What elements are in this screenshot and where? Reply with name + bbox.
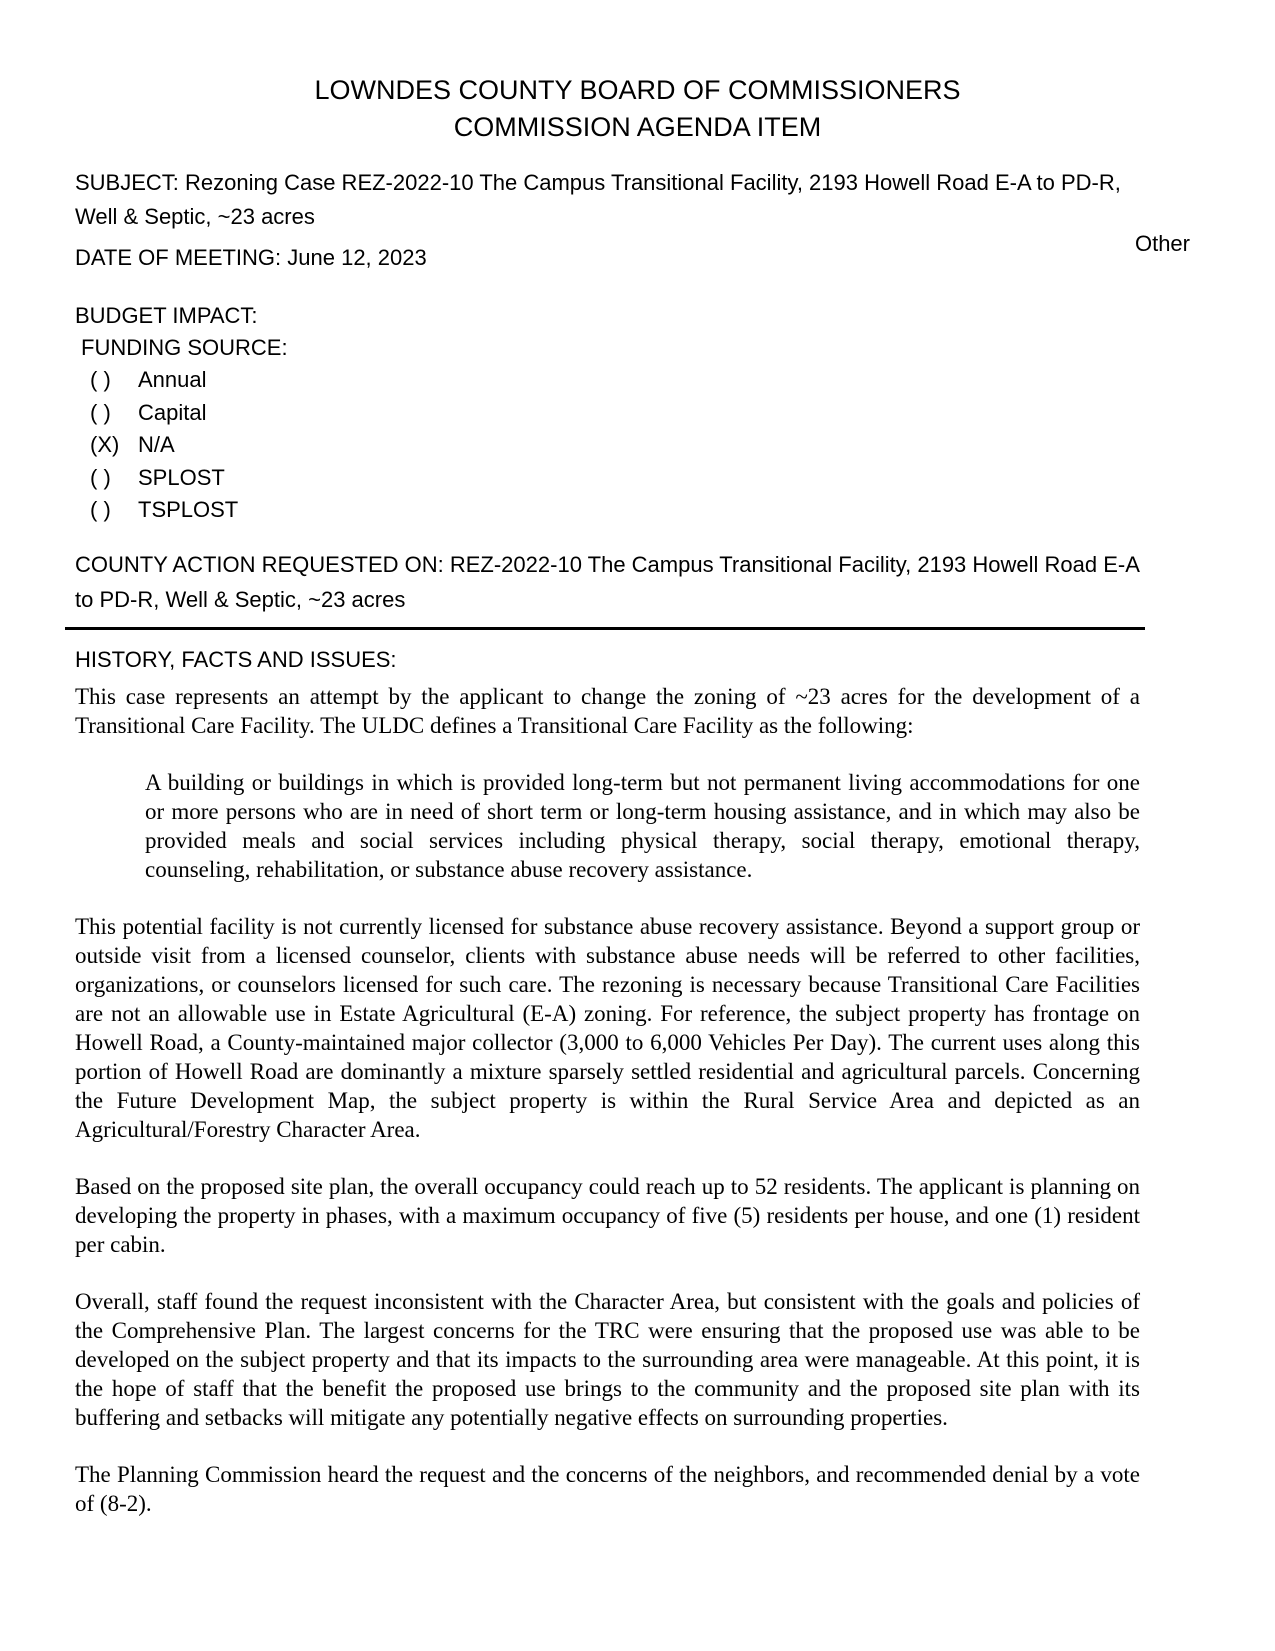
- checkbox-splost: ( ): [90, 464, 111, 490]
- funding-option-label: Capital: [138, 399, 207, 425]
- document-header: [75, 72, 1200, 146]
- history-facts-issues-heading: HISTORY, FACTS AND ISSUES:: [75, 646, 397, 672]
- history-body: [75, 682, 1140, 1518]
- history-paragraph: The Planning Commission heard the request and the concerns of the neighbors, and recommended denial by a vote of (8-2).: [75, 1461, 1140, 1516]
- funding-option-tsplost: [90, 494, 1275, 527]
- funding-option-label: TSPLOST: [138, 497, 239, 522]
- funding-option-annual: [90, 364, 1275, 397]
- checkbox-na-checked: (X): [90, 432, 120, 457]
- history-paragraph: Overall, staff found the request inconsistent with the Character Area, but consistent with the goals and policies of the Comprehensive Plan. The largest concerns for the TRC were ensuring that the proposed use was able to be developed on the subject property and that its impacts to the surrounding area were manageable. At this point, it is the hope of staff that the benefit the proposed use brings to the community and the proposed site plan with its buffering and setbacks will mitigate any potentially negative effects on surrounding properties.: [75, 1288, 1140, 1430]
- checkbox-tsplost: ( ): [90, 497, 111, 522]
- subject-line: SUBJECT: Rezoning Case REZ-2022-10 The Campus Transitional Facility, 2193 Howell Road E-A to PD-R, Well & Septic, ~23 acres: [75, 170, 1121, 229]
- history-paragraph: Based on the proposed site plan, the overall occupancy could reach up to 52 residents. The applicant is planning on developing the property in phases, with a maximum occupancy of five (5) residents per house, and one (1) resident per cabin.: [75, 1173, 1140, 1257]
- county-action-requested: COUNTY ACTION REQUESTED ON: REZ-2022-10 The Campus Transitional Facility, 2193 Howell Road E-A to PD-R, Well & Septic, ~23 acres: [75, 551, 1139, 612]
- history-paragraph: This potential facility is not currently licensed for substance abuse recovery assistance. Beyond a support group or outside visit from a licensed counselor, clients with substance abuse needs will be referred to other facilities, organizations, or counselors licensed for such care. The rezoning is necessary because Transitional Care Facilities are not an allowable use in Estate Agricultural (E-A) zoning. For reference, the subject property has frontage on Howell Road, a County-maintained major collector (3,000 to 6,000 Vehicles Per Day). The current uses along this portion of Howell Road are dominantly a mixture sparsely settled residential and agricultural parcels. Concerning the Future Development Map, the subject property is within the Rural Service Area and depicted as an Agricultural/Forestry Character Area.: [75, 913, 1140, 1142]
- funding-option-label: SPLOST: [138, 464, 225, 490]
- budget-impact-label: BUDGET IMPACT:: [75, 303, 258, 328]
- section-divider: [65, 627, 1145, 630]
- date-of-meeting: DATE OF MEETING: June 12, 2023: [75, 245, 427, 270]
- funding-option-na: [90, 429, 1275, 462]
- checkbox-capital: ( ): [90, 399, 111, 425]
- funding-source-label: FUNDING SOURCE:: [81, 335, 288, 360]
- checkbox-annual: ( ): [90, 367, 111, 392]
- funding-option-label: N/A: [138, 432, 175, 457]
- history-intro-paragraph: This case represents an attempt by the applicant to change the zoning of ~23 acres for the development of a Transitional Care Facility. The ULDC defines a Transitional Care Facility as the following:: [75, 683, 1140, 738]
- category-label: Other: [1134, 231, 1190, 256]
- header-org-title: LOWNDES COUNTY BOARD OF COMMISSIONERS: [314, 75, 961, 105]
- funding-option-splost: [90, 462, 1275, 495]
- funding-source-options: [90, 364, 1275, 527]
- header-doc-type: COMMISSION AGENDA ITEM: [453, 112, 822, 142]
- funding-option-label: Annual: [138, 367, 207, 392]
- uldc-definition-quote: A building or buildings in which is provided long-term but not permanent living accommodations for one or more persons who are in need of short term or long-term housing assistance, and in which may also be provided meals and social services including physical therapy, social therapy, emotional therapy, counseling, rehabilitation, or substance abuse recovery assistance.: [145, 769, 1140, 882]
- funding-option-capital: [90, 397, 1275, 430]
